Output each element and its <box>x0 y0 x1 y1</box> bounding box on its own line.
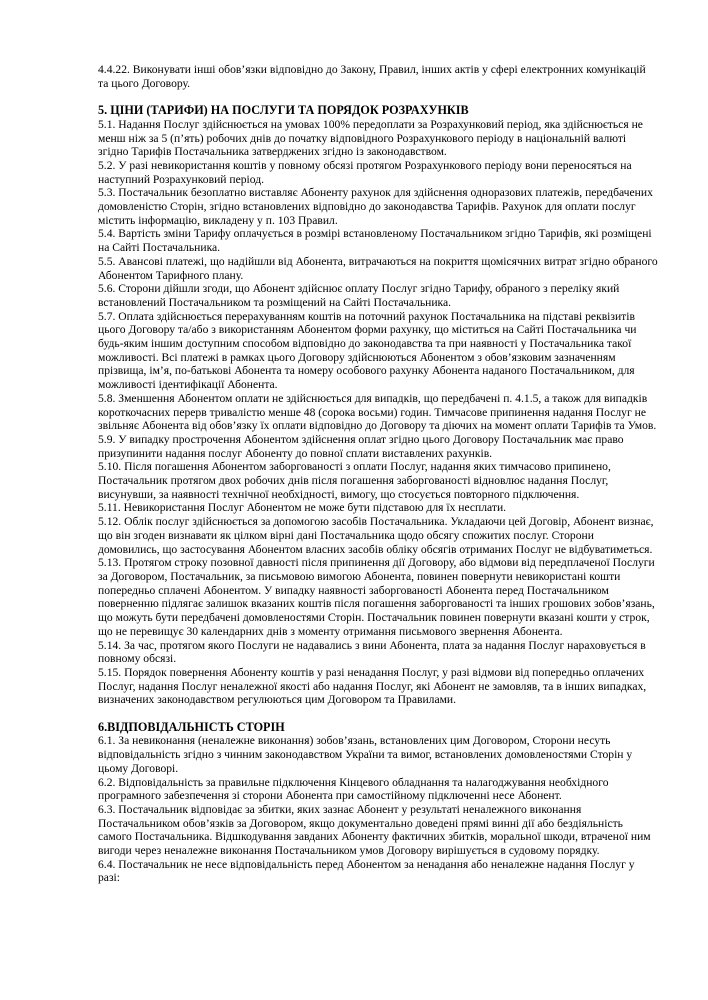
clause-5-7: 5.7. Оплата здійснюється перерахуванням коштів на поточний рахунок Постачальника на підставі реквізитів цього Договору та/або з використанням Абонентом форми рахунку, що міститься на Сайті Постачальника чи будь-яким іншим доступним способом відповідно до законодавства та при наявності у Постачальника такої можливості. Всі платежі в рамках цього Договору здійснюються Абонентом з обов’язковим зазначенням прізвища, ім’я, по-батькові Абонента та номеру особового рахунку Абонента наданого Постачальником, для можливості ідентифікації Абонента. <box>98 309 637 392</box>
section-6-heading: 6.ВІДПОВІДАЛЬНІСТЬ СТОРІН <box>98 719 285 734</box>
clause-6-3: 6.3. Постачальник відповідає за збитки, яких зазнає Абонент у результаті неналежного виконання Постачальником обов’язків за Договором, якщо документально доведені прямі винні дії або бездіяльність самого Постачальника. Відшкодування завданих Абоненту фактичних збитків, моральної шкоди, втраченої ним вигоди через неналежне виконання Постачальником умов Договору вирішується в судовому порядку. <box>98 802 651 858</box>
clause-5-9: 5.9. У випадку прострочення Абонентом здійснення оплат згідно цього Договору Постачальник має право призупинити надання послуг Абоненту до повної сплати виставлених рахунків. <box>98 432 624 460</box>
clause-4-4-22: 4.4.22. Виконувати інші обов’язки відповідно до Закону, Правил, інших актів у сфері електронних комунікацій та цього Договору. <box>98 63 646 90</box>
clause-5-8: 5.8. Зменшення Абонентом оплати не здійснюється для випадків, що передбачені п. 4.1.5, а також для випадків короткочасних перерв тривалістю менше 48 (сорока восьми) годин. Тимчасове припинення надання Послуг не звільняє Абонента від обов’язку їх оплати відповідно до Договору та діючих на момент оплати Тарифів та Умов. <box>98 391 657 433</box>
section-5-heading: 5. ЦІНИ (ТАРИФИ) НА ПОСЛУГИ ТА ПОРЯДОК РОЗРАХУНКІВ <box>98 103 469 118</box>
clause-6-1: 6.1. За невиконання (неналежне виконання) зобов’язань, встановлених цим Договором, Сторони несуть відповідальність згідно з чинним законодавством України та вимог, встановлених домовленостями Сторін у цьому Договорі. <box>98 734 633 775</box>
clause-5-2: 5.2. У разі невикористання коштів у повному обсязі протягом Розрахункового періоду вони переносяться на наступний Розрахунковий період. <box>98 158 632 186</box>
clause-5-13: 5.13. Протягом строку позовної давності після припинення дії Договору, або відмови від передплаченої Послуги за Договором, Постачальник, за письмовою вимогою Абонента, повинен повернути невикористані кошти попередньо сплачені Абонентом. У випадку наявності заборгованості Абонента перед Постачальником поверненню підлягає залишок вказаних коштів після погашення заборгованості та інших грошових зобов’язань, що можуть бути передбачені домовленостями Сторін. Постачальник повинен повернути вказані кошти у строк, що не перевищує 30 календарних днів з моменту отримання письмового звернення Абонента. <box>98 556 655 638</box>
clause-5-15: 5.15. Порядок повернення Абоненту коштів у разі ненадання Послуг, у разі відмови від попередньо оплачених Послуг, надання Послуг неналежної якості або надання Послуг, які Абонент не замовляв, та в інших випадках, визначених законодавством регулюються цим Договором та Правилами. <box>98 665 647 707</box>
clause-5-10: 5.10. Після погашення Абонентом заборгованості з оплати Послуг, надання яких тимчасово припинено, Постачальник протягом двох робочих днів після погашення заборгованості відновлює надання Послуг, висунувши, за наявності технічної необхідності, вимогу, що стосується повторного підключення. <box>98 460 611 501</box>
clause-6-4: 6.4. Постачальник не несе відповідальність перед Абонентом за ненадання або неналежне надання Послуг у разі: <box>98 857 635 885</box>
clause-5-5: 5.5. Авансові платежі, що надійшли від Абонента, витрачаються на покриття щомісячних витрат згідно обраного Абонентом Тарифного плану. <box>98 254 658 282</box>
clause-5-14: 5.14. За час, протягом якого Послуги не надавались з вини Абонента, плата за надання Послуг нараховується в повному обсязі. <box>98 638 646 666</box>
clause-5-12: 5.12. Облік послуг здійснюється за допомогою засобів Постачальника. Укладаючи цей Договір, Абонент визнає, що він згоден визнавати як цілком вірні дані Постачальника щодо обсягу спожитих послуг. Сторони домовились, що застосування Абонентом власних засобів обліку обсягів отриманих Послуг не відбуватиметься. <box>98 515 654 556</box>
contract-text-body <box>98 63 658 885</box>
clause-6-2: 6.2. Відповідальність за правильне підключення Кінцевого обладнання та налагоджування необхідного програмного забезпечення зі сторони Абонента при самостійному підключенні несе Абонент. <box>98 775 609 803</box>
clause-5-6: 5.6. Сторони дійшли згоди, що Абонент здійснює оплату Послуг згідно Тарифу, обраного з переліку який встановлений Постачальником та розміщений на Сайті Постачальника. <box>98 282 620 309</box>
clause-5-11: 5.11. Невикористання Послуг Абонентом не може бути підставою для їх несплати. <box>98 501 507 515</box>
clause-5-1: 5.1. Надання Послуг здійснюється на умовах 100% передоплати за Розрахунковий період, яка здійснюється не менш ніж за 5 (п’ять) робочих днів до початку відповідного Розрахункового періоду в національній валюті згідно Тарифів Постачальника затверджених згідно із законодавством. <box>98 117 643 159</box>
clause-5-3: 5.3. Постачальник безоплатно виставляє Абоненту рахунок для здійснення одноразових платежів, передбачених домовленістю Сторін, згідно встановлених відповідно до законодавства Тарифів. Рахунок для оплати послуг містить інформацію, викладену у п. 103 Правил. <box>98 186 653 227</box>
clause-5-4: 5.4. Вартість зміни Тарифу оплачується в розмірі встановленому Постачальником згідно Тарифів, які розміщені на Сайті Постачальника. <box>98 227 652 255</box>
